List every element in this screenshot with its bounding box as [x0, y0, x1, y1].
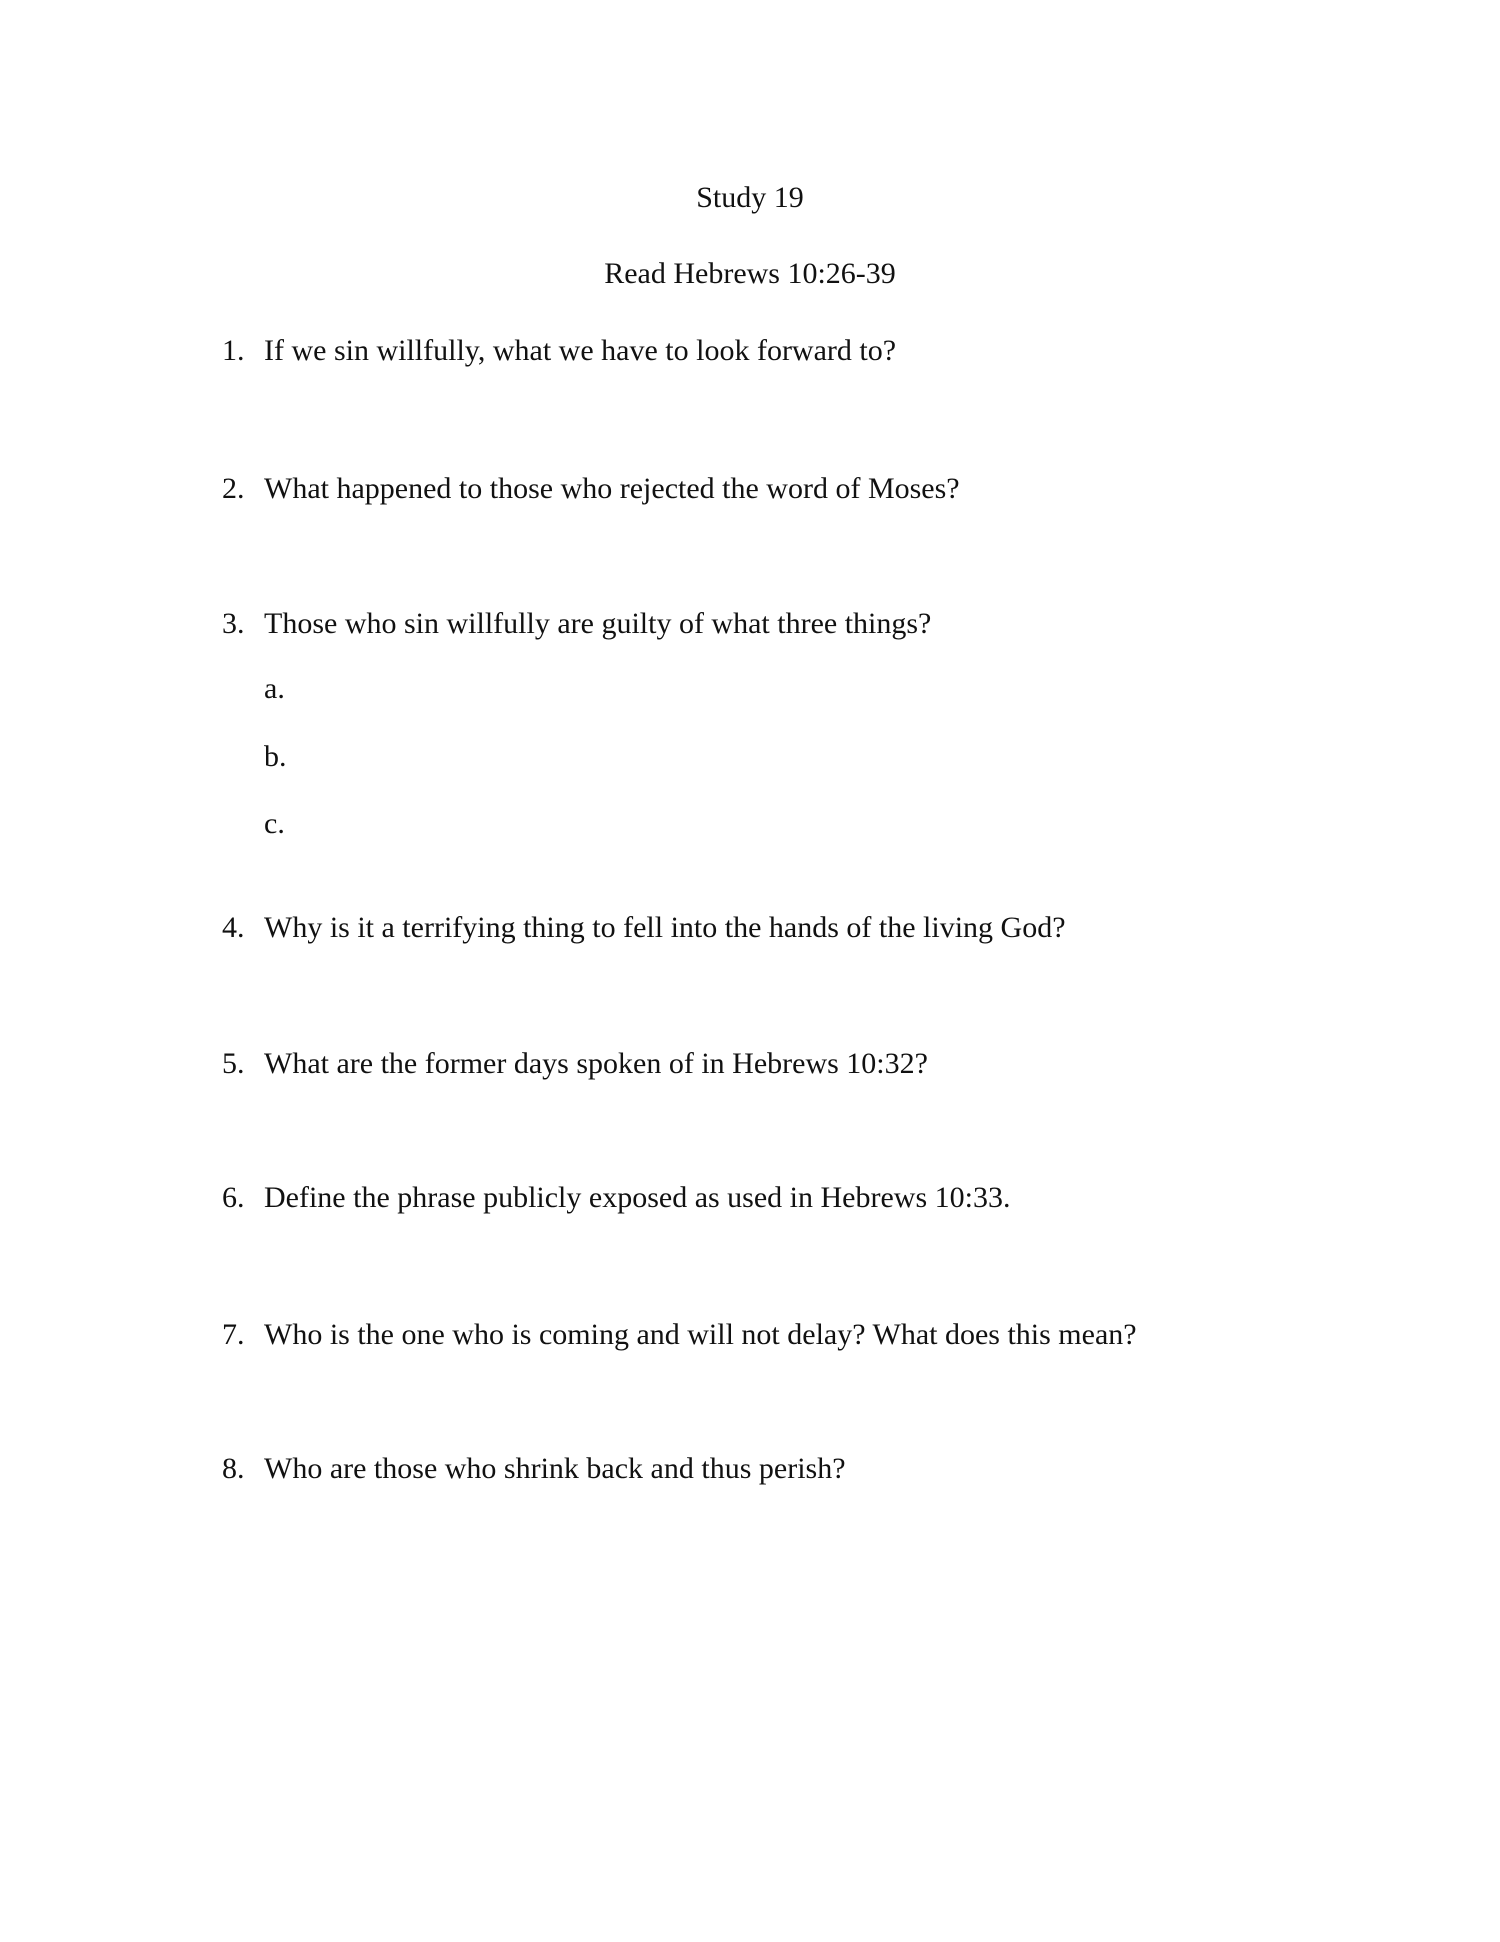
question-number: 3. [222, 607, 245, 640]
question-number: 6. [222, 1181, 245, 1214]
question-item-4 [222, 910, 1380, 946]
question-text: If we sin willfully, what we have to look forward to? [264, 334, 897, 367]
question-text: Those who sin willfully are guilty of what three things? [264, 607, 932, 640]
question-item-7 [222, 1317, 1380, 1353]
question-number: 1. [222, 334, 245, 367]
question-item-3 [222, 606, 1380, 642]
question-text: Define the phrase publicly exposed as used in Hebrews 10:33. [264, 1181, 1011, 1214]
document-title: Study 19 [696, 181, 804, 214]
question-number: 7. [222, 1318, 245, 1351]
question-text: Who are those who shrink back and thus perish? [264, 1452, 846, 1485]
question-3-subitem-a [264, 671, 285, 707]
question-text: Who is the one who is coming and will not delay? What does this mean? [264, 1318, 1137, 1351]
question-number: 2. [222, 472, 245, 505]
question-item-8 [222, 1451, 1380, 1487]
question-number: 8. [222, 1452, 245, 1485]
question-item-6 [222, 1180, 1380, 1216]
question-number: 5. [222, 1047, 245, 1080]
question-text: What are the former days spoken of in Hebrews 10:32? [264, 1047, 928, 1080]
question-text: Why is it a terrifying thing to fell into the hands of the living God? [264, 911, 1066, 944]
subitem-letter: b. [264, 740, 287, 773]
subitem-letter: a. [264, 672, 285, 705]
question-item-1 [222, 333, 1380, 369]
question-text: What happened to those who rejected the word of Moses? [264, 472, 960, 505]
question-item-2 [222, 471, 1380, 507]
document-subtitle: Read Hebrews 10:26-39 [604, 257, 896, 290]
question-3-subitem-c [264, 806, 285, 842]
question-3-subitem-b [264, 739, 287, 775]
question-number: 4. [222, 911, 245, 944]
subitem-letter: c. [264, 807, 285, 840]
question-item-5 [222, 1046, 1380, 1082]
